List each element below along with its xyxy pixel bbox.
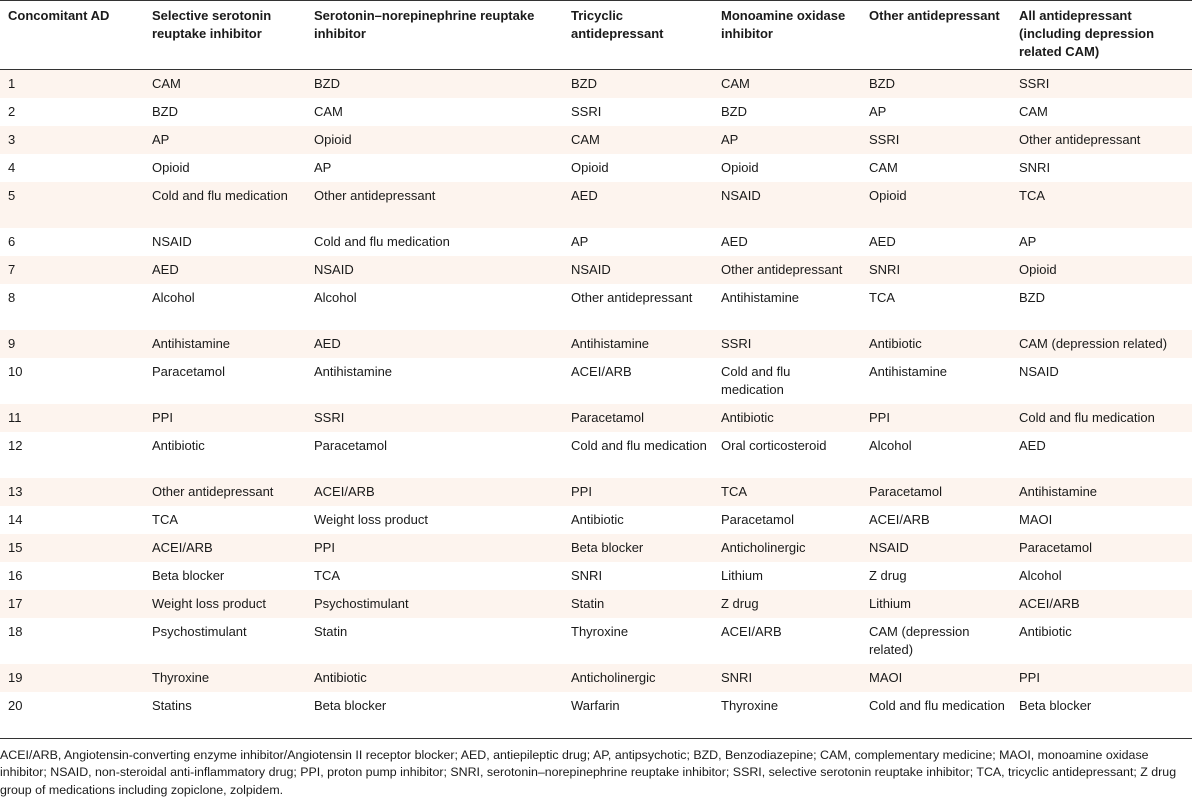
table-cell: ACEI/ARB [306,478,563,506]
table-cell: Paracetamol [144,358,306,404]
table-cell: Thyroxine [144,664,306,692]
table-cell: Statins [144,692,306,738]
table-cell: SSRI [1011,70,1192,99]
table-cell: Cold and flu medication [563,432,713,478]
header-tca: Tricyclic antidepressant [563,1,713,70]
table-cell: NSAID [306,256,563,284]
table-cell: MAOI [1011,506,1192,534]
table-row [0,478,1192,506]
table-row [0,562,1192,590]
table-row [0,228,1192,256]
table-cell: Statin [563,590,713,618]
table-cell: SNRI [713,664,861,692]
table-cell: Alcohol [306,284,563,330]
table-cell: Beta blocker [563,534,713,562]
table-footnote: ACEI/ARB, Angiotensin-converting enzyme inhibitor/Angiotensin II receptor blocker; AED, antiepileptic drug; AP, antipsychotic; BZD, Benzodiazepine; CAM, complementary medicine; MAOI, monoamine oxidase inhibitor; NSAID, non-steroidal anti-inflammatory drug; PPI, proton pump inhibitor; SNRI, serotonin–norepinephrine reuptake inhibitor; SSRI, selective serotonin reuptake inhibitor; TCA, tricyclic antidepressant; Z drug group of medications including zopiclone, zolpidem. [0,747,1177,797]
row-rank-cell: 17 [0,590,144,618]
table-cell: TCA [144,506,306,534]
table-cell: Cold and flu medication [144,182,306,228]
table-cell: Other antidepressant [713,256,861,284]
row-rank-cell: 14 [0,506,144,534]
table-cell: CAM [144,70,306,99]
table-cell: Beta blocker [144,562,306,590]
table-cell: PPI [861,404,1011,432]
table-cell: SNRI [1011,154,1192,182]
table-cell: CAM [563,126,713,154]
table-row [0,98,1192,126]
table-row [0,284,1192,330]
table-cell: PPI [1011,664,1192,692]
table-cell: CAM (depression related) [1011,330,1192,358]
table-row [0,692,1192,738]
table-cell: Warfarin [563,692,713,738]
table-cell: Psychostimulant [306,590,563,618]
table-cell: ACEI/ARB [1011,590,1192,618]
table-cell: Cold and flu medication [1011,404,1192,432]
row-rank-cell: 3 [0,126,144,154]
table-cell: Weight loss product [144,590,306,618]
table-cell: Statin [306,618,563,664]
table-cell: MAOI [861,664,1011,692]
table-cell: Antihistamine [144,330,306,358]
table-cell: BZD [563,70,713,99]
table-cell: Alcohol [1011,562,1192,590]
row-rank-cell: 10 [0,358,144,404]
row-rank-cell: 6 [0,228,144,256]
table-cell: Antihistamine [563,330,713,358]
table-cell: AP [1011,228,1192,256]
table-cell: AP [713,126,861,154]
table-cell: ACEI/ARB [713,618,861,664]
table-cell: NSAID [1011,358,1192,404]
table-cell: AP [563,228,713,256]
table-cell: CAM [861,154,1011,182]
table-cell: TCA [713,478,861,506]
table-row [0,126,1192,154]
row-rank-cell: 4 [0,154,144,182]
table-cell: AP [306,154,563,182]
table-cell: AED [713,228,861,256]
row-rank-cell: 7 [0,256,144,284]
table-cell: ACEI/ARB [861,506,1011,534]
table-cell: SSRI [306,404,563,432]
row-rank-cell: 20 [0,692,144,738]
row-rank-cell: 11 [0,404,144,432]
table-row [0,358,1192,404]
table-cell: AED [1011,432,1192,478]
table-cell: Opioid [861,182,1011,228]
table-cell: BZD [1011,284,1192,330]
table-cell: Antihistamine [306,358,563,404]
table-cell: Cold and flu medication [713,358,861,404]
table-row [0,590,1192,618]
table-row [0,182,1192,228]
table-cell: Opioid [563,154,713,182]
table-cell: NSAID [861,534,1011,562]
table-cell: NSAID [713,182,861,228]
table-header [0,1,1192,70]
table-cell: BZD [713,98,861,126]
table-row [0,330,1192,358]
table-cell: Psychostimulant [144,618,306,664]
table-cell: CAM [1011,98,1192,126]
header-other-antidepressant: Other antidepressant [861,1,1011,70]
table-cell: Other antidepressant [563,284,713,330]
header-concomitant-ad: Concomitant AD [0,1,144,70]
table-row [0,256,1192,284]
row-rank-cell: 16 [0,562,144,590]
table-cell: AED [861,228,1011,256]
table-cell: Thyroxine [713,692,861,738]
table-cell: Beta blocker [306,692,563,738]
table-cell: Opioid [1011,256,1192,284]
row-rank-cell: 8 [0,284,144,330]
table-cell: Other antidepressant [306,182,563,228]
table-cell: Antibiotic [1011,618,1192,664]
table-row [0,664,1192,692]
table-cell: Alcohol [861,432,1011,478]
table-row [0,154,1192,182]
row-rank-cell: 2 [0,98,144,126]
table-cell: Paracetamol [306,432,563,478]
header-row [0,1,1192,70]
header-ssri: Selective serotonin reuptake inhibitor [144,1,306,70]
row-rank-cell: 13 [0,478,144,506]
table-cell: PPI [563,478,713,506]
table-cell: Other antidepressant [1011,126,1192,154]
row-rank-cell: 1 [0,70,144,99]
table-cell: SSRI [861,126,1011,154]
row-rank-cell: 15 [0,534,144,562]
table-cell: Antibiotic [713,404,861,432]
row-rank-cell: 12 [0,432,144,478]
table-row [0,404,1192,432]
table-cell: BZD [306,70,563,99]
table-cell: Z drug [713,590,861,618]
table-cell: Paracetamol [713,506,861,534]
table-cell: CAM [306,98,563,126]
header-snri: Serotonin–norepinephrine reuptake inhibitor [306,1,563,70]
table-row [0,618,1192,664]
table-cell: Oral corticosteroid [713,432,861,478]
table-cell: Antihistamine [861,358,1011,404]
table-cell: Anticholinergic [713,534,861,562]
table-cell: Opioid [144,154,306,182]
table-cell: ACEI/ARB [144,534,306,562]
table-cell: Antihistamine [713,284,861,330]
table-cell: TCA [1011,182,1192,228]
table-cell: Lithium [861,590,1011,618]
table-cell: AED [144,256,306,284]
table-cell: Paracetamol [563,404,713,432]
table-cell: Antibiotic [144,432,306,478]
table-cell: PPI [144,404,306,432]
table-cell: Antihistamine [1011,478,1192,506]
table-cell: BZD [861,70,1011,99]
table-cell: Antibiotic [306,664,563,692]
header-maoi: Monoamine oxidase inhibitor [713,1,861,70]
table-cell: Cold and flu medication [861,692,1011,738]
table-cell: CAM [713,70,861,99]
table-cell: Lithium [713,562,861,590]
table-cell: BZD [144,98,306,126]
table-cell: NSAID [144,228,306,256]
table-cell: Paracetamol [1011,534,1192,562]
table-row [0,432,1192,478]
table-cell: SNRI [563,562,713,590]
table-cell: SSRI [713,330,861,358]
table-cell: Anticholinergic [563,664,713,692]
table-cell: Other antidepressant [144,478,306,506]
table-cell: CAM (depression related) [861,618,1011,664]
table-row [0,70,1192,99]
row-rank-cell: 9 [0,330,144,358]
table-cell: Cold and flu medication [306,228,563,256]
row-rank-cell: 5 [0,182,144,228]
table-cell: Weight loss product [306,506,563,534]
table-cell: Antibiotic [861,330,1011,358]
table-row [0,506,1192,534]
table-cell: Paracetamol [861,478,1011,506]
table-cell: Alcohol [144,284,306,330]
table-body [0,70,1192,739]
table-cell: TCA [306,562,563,590]
table-cell: AP [144,126,306,154]
row-rank-cell: 18 [0,618,144,664]
table-cell: SNRI [861,256,1011,284]
table-row [0,534,1192,562]
table-cell: Z drug [861,562,1011,590]
table-cell: Beta blocker [1011,692,1192,738]
table-cell: PPI [306,534,563,562]
table-cell: SSRI [563,98,713,126]
table-cell: Opioid [713,154,861,182]
header-all-antidepressant: All antidepressant (including depression related CAM) [1011,1,1192,70]
table-cell: NSAID [563,256,713,284]
table-cell: AED [563,182,713,228]
table-cell: AP [861,98,1011,126]
table-cell: TCA [861,284,1011,330]
table-cell: Thyroxine [563,618,713,664]
table-cell: ACEI/ARB [563,358,713,404]
row-rank-cell: 19 [0,664,144,692]
table-cell: AED [306,330,563,358]
table-cell: Opioid [306,126,563,154]
table-cell: Antibiotic [563,506,713,534]
